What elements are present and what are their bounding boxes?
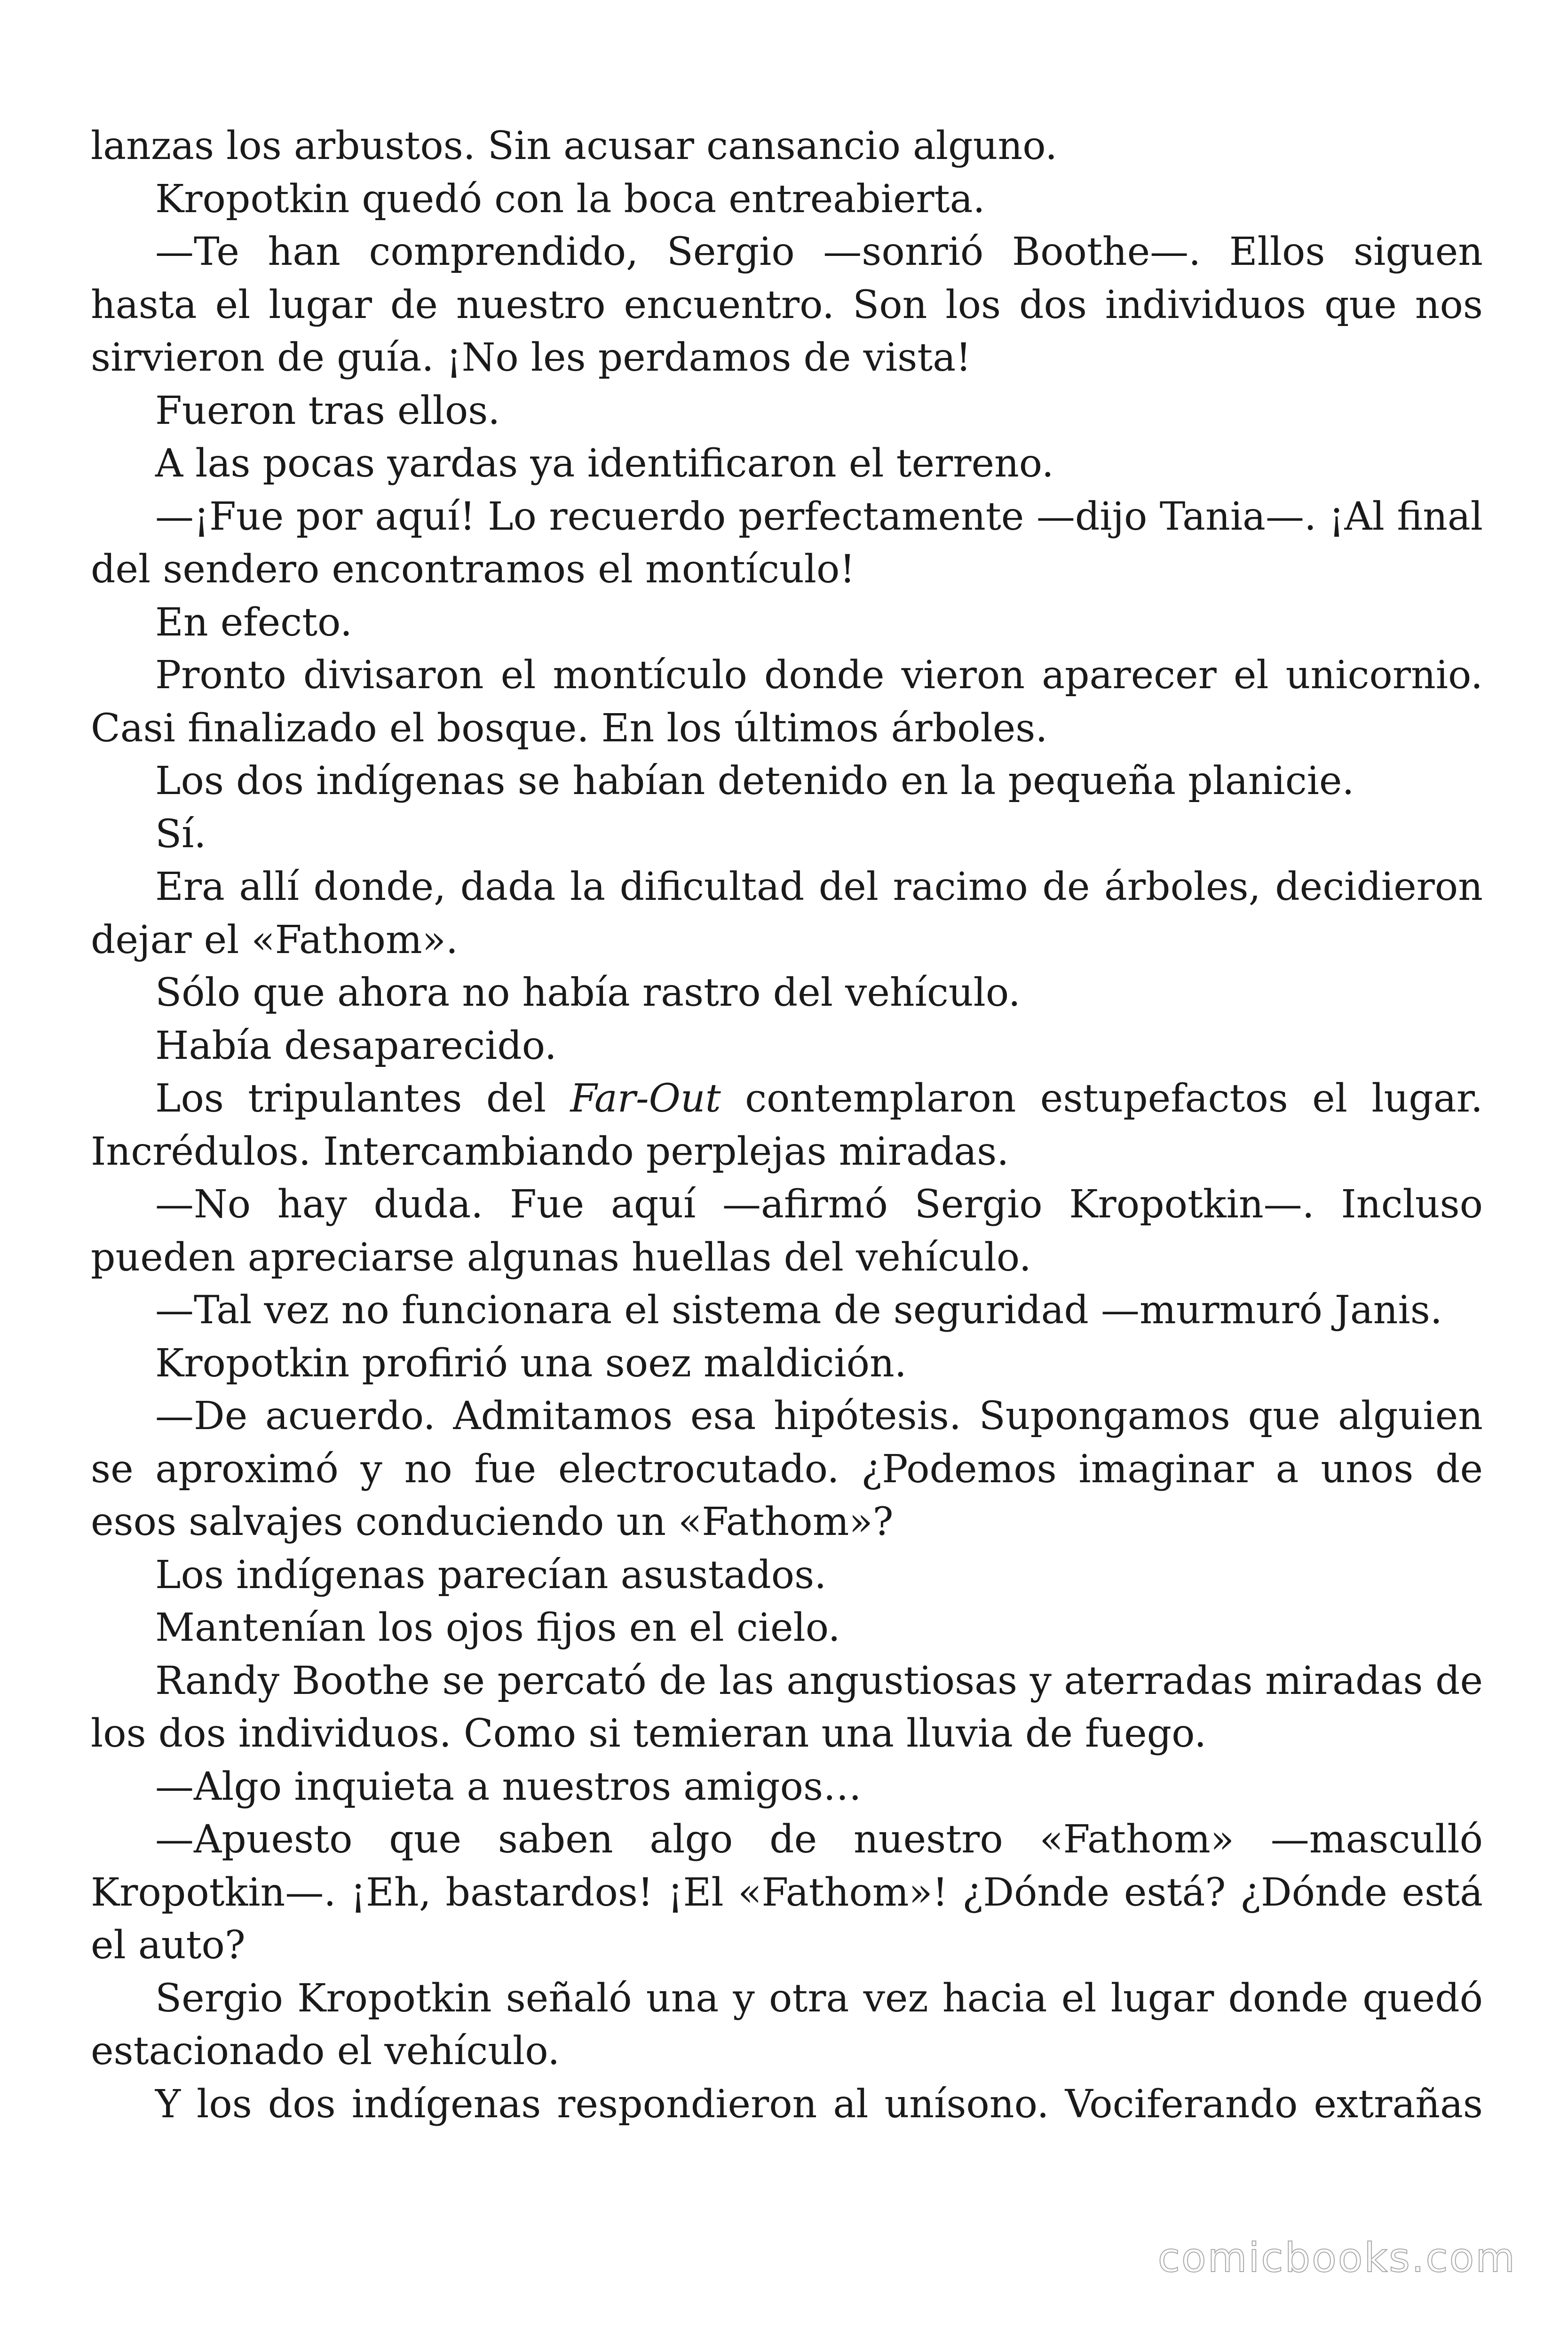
paragraph: Randy Boothe se percató de las angustiosas y aterradas miradas de los dos individuos. Como si temieran una lluvia de fuego. [91,1658,1483,1756]
paragraph: —Apuesto que saben algo de nuestro «Fathom» —masculló Kropotkin—. ¡Eh, bastardos! ¡El «Fathom»! ¿Dónde está? ¿Dónde está el auto? [91,1817,1483,1968]
paragraph: Había desaparecido. [155,1023,557,1068]
paragraph: Los tripulantes del Far-Out contemplaron estupefactos el lugar. Incrédulos. Intercambiando perplejas miradas. [91,1076,1483,1174]
paragraph: Mantenían los ojos fijos en el cielo. [155,1605,840,1650]
paragraph: Fueron tras ellos. [155,388,500,433]
paragraph: —Algo inquieta a nuestros amigos… [155,1764,862,1809]
paragraph: Kropotkin profirió una soez maldición. [155,1341,907,1386]
paragraph: Y los dos indígenas respondieron al unísono. Vociferando extrañas [155,2082,1483,2127]
paragraph: Pronto divisaron el montículo donde vieron aparecer el unicornio. Casi finalizado el bosque. En los últimos árboles. [91,653,1483,751]
paragraph: A las pocas yardas ya identificaron el terreno. [155,441,1054,486]
body-text [91,120,1483,2131]
paragraph: —No hay duda. Fue aquí —afirmó Sergio Kropotkin—. Incluso pueden apreciarse algunas huellas del vehículo. [91,1182,1483,1280]
paragraph: —De acuerdo. Admitamos esa hipótesis. Supongamos que alguien se aproximó y no fue electrocutado. ¿Podemos imaginar a unos de esos salvajes conduciendo un «Fathom»? [91,1394,1483,1544]
paragraph: —Tal vez no funcionara el sistema de seguridad —murmuró Janis. [155,1288,1442,1333]
ship-name: Far-Out [570,1076,721,1121]
paragraph: Los dos indígenas se habían detenido en la pequeña planicie. [155,759,1354,803]
paragraph: Sólo que ahora no había rastro del vehículo. [155,970,1021,1015]
paragraph: Era allí donde, dada la dificultad del racimo de árboles, decidieron dejar el «Fathom». [91,865,1483,962]
paragraph: lanzas los arbustos. Sin acusar cansancio alguno. [91,124,1058,168]
paragraph: Los indígenas parecían asustados. [155,1552,827,1597]
paragraph: —Te han comprendido, Sergio —sonrió Boothe—. Ellos siguen hasta el lugar de nuestro encuentro. Son los dos individuos que nos sirvieron de guía. ¡No les perdamos de vista! [91,230,1483,380]
paragraph: Sí. [155,811,206,857]
paragraph: Kropotkin quedó con la boca entreabierta. [155,176,985,222]
watermark: comicbooks.com [1157,2234,1516,2281]
paragraph: —¡Fue por aquí! Lo recuerdo perfectamente —dijo Tania—. ¡Al final del sendero encontramos el montículo! [91,494,1483,592]
paragraph: En efecto. [155,600,353,645]
paragraph: Sergio Kropotkin señaló una y otra vez hacia el lugar donde quedó estacionado el vehículo. [91,1976,1483,2074]
